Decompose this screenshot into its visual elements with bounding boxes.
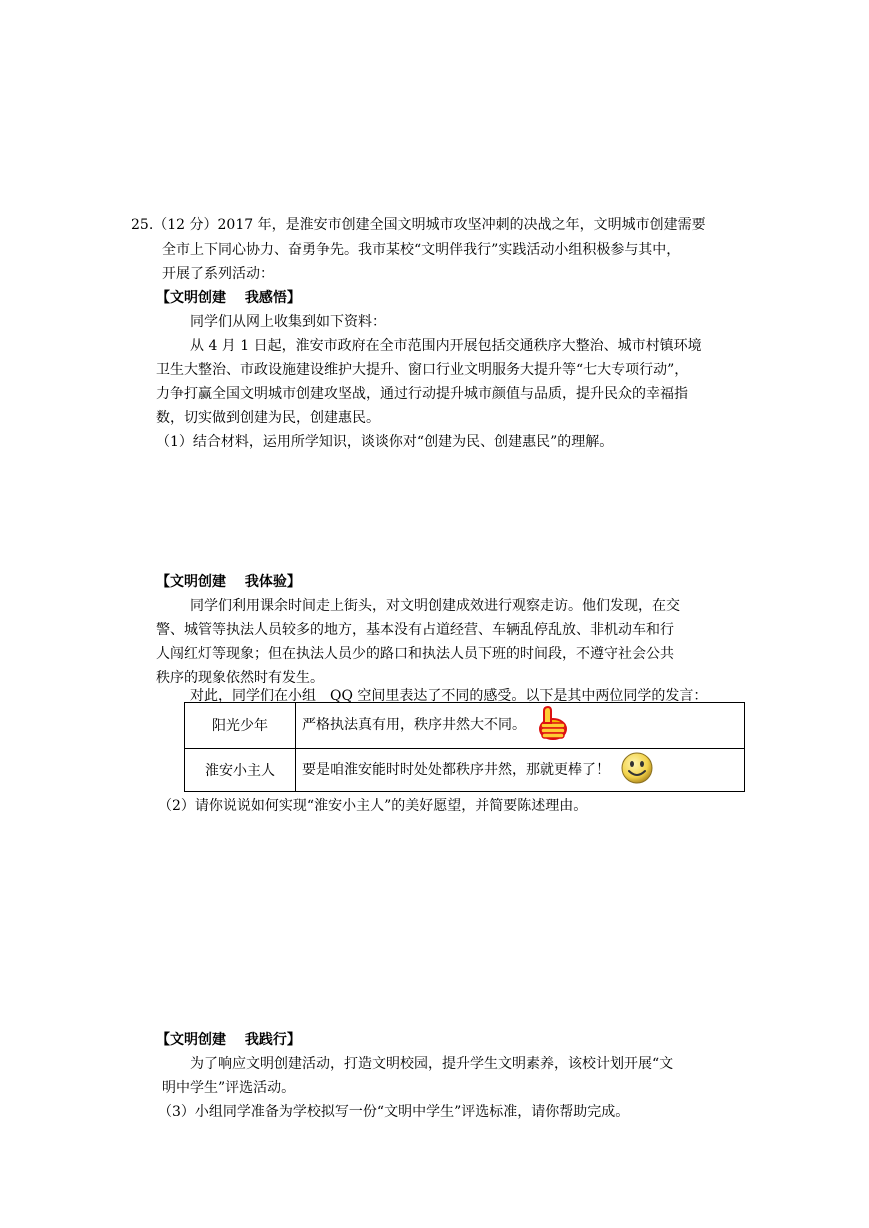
q25-intro-line2: 全市上下同心协力、奋勇争先。我市某校“文明伴我行”实践活动小组积极参与其中， [162,242,681,258]
paragraph: 为了响应文明创建活动，打造文明校园，提升学生文明素养，该校计划开展“文 [190,1056,674,1072]
paragraph: 力争打赢全国文明城市创建攻坚战，通过行动提升城市颜值与品质，提升民众的幸福指 [156,386,688,402]
paragraph: 明中学生”评选活动。 [162,1080,296,1096]
student-name: 阳光少年 [185,703,296,749]
smiley-icon [620,751,654,789]
section-heading: 【文明创建 我体验】 [156,574,301,590]
paragraph: 秩序的现象依然时有发生。 [156,670,324,686]
section-heading: 【文明创建 我践行】 [156,1032,301,1048]
question-2: （2）请你说说如何实现“淮安小主人”的美好愿望，并简要陈述理由。 [158,798,588,814]
paragraph: 警、城管等执法人员较多的地方，基本没有占道经营、车辆乱停乱放、非机动车和行 [156,622,674,638]
thumbs-up-icon [536,705,570,745]
question-3: （3）小组同学准备为学校拟写一份“文明中学生”评选标准，请你帮助完成。 [158,1104,630,1120]
paragraph: 同学们从网上收集到如下资料： [190,314,386,330]
paragraph: 从 4 月 1 日起，淮安市政府在全市范围内开展包括交通秩序大整治、城市村镇环境 [190,338,702,354]
q25-intro-line3: 开展了系列活动： [162,266,274,282]
section-heading: 【文明创建 我感悟】 [156,290,301,306]
paragraph: 同学们利用课余时间走上街头，对文明创建成效进行观察走访。他们发现，在交 [190,598,680,614]
paragraph: 对此，同学们在小组 QQ 空间里表达了不同的感受。以下是其中两位同学的发言： [190,688,708,704]
paragraph: 数，切实做到创建为民，创建惠民。 [156,410,380,426]
table-row [185,703,745,749]
student-name: 淮安小主人 [185,748,296,791]
comment-text: 严格执法真有用，秩序井然大不同。 [302,717,526,734]
question-1: （1）结合材料，运用所学知识，谈谈你对“创建为民、创建惠民”的理解。 [156,434,614,450]
paragraph: 人闯红灯等现象；但在执法人员少的路口和执法人员下班的时间段，不遵守社会公共 [156,646,674,662]
student-comment [296,748,745,791]
table-row [185,748,745,791]
paragraph: 卫生大整治、市政设施建设维护大提升、窗口行业文明服务大提升等“七大专项行动”， [156,362,689,378]
comment-text: 要是咱淮安能时时处处都秩序井然，那就更棒了！ [302,761,610,778]
student-comment [296,703,745,749]
q25-intro-line1: 25.（12 分）2017 年，是淮安市创建全国文明城市攻坚冲刺的决战之年，文明城市创建需要 [131,217,706,233]
student-comments-table [184,702,745,792]
